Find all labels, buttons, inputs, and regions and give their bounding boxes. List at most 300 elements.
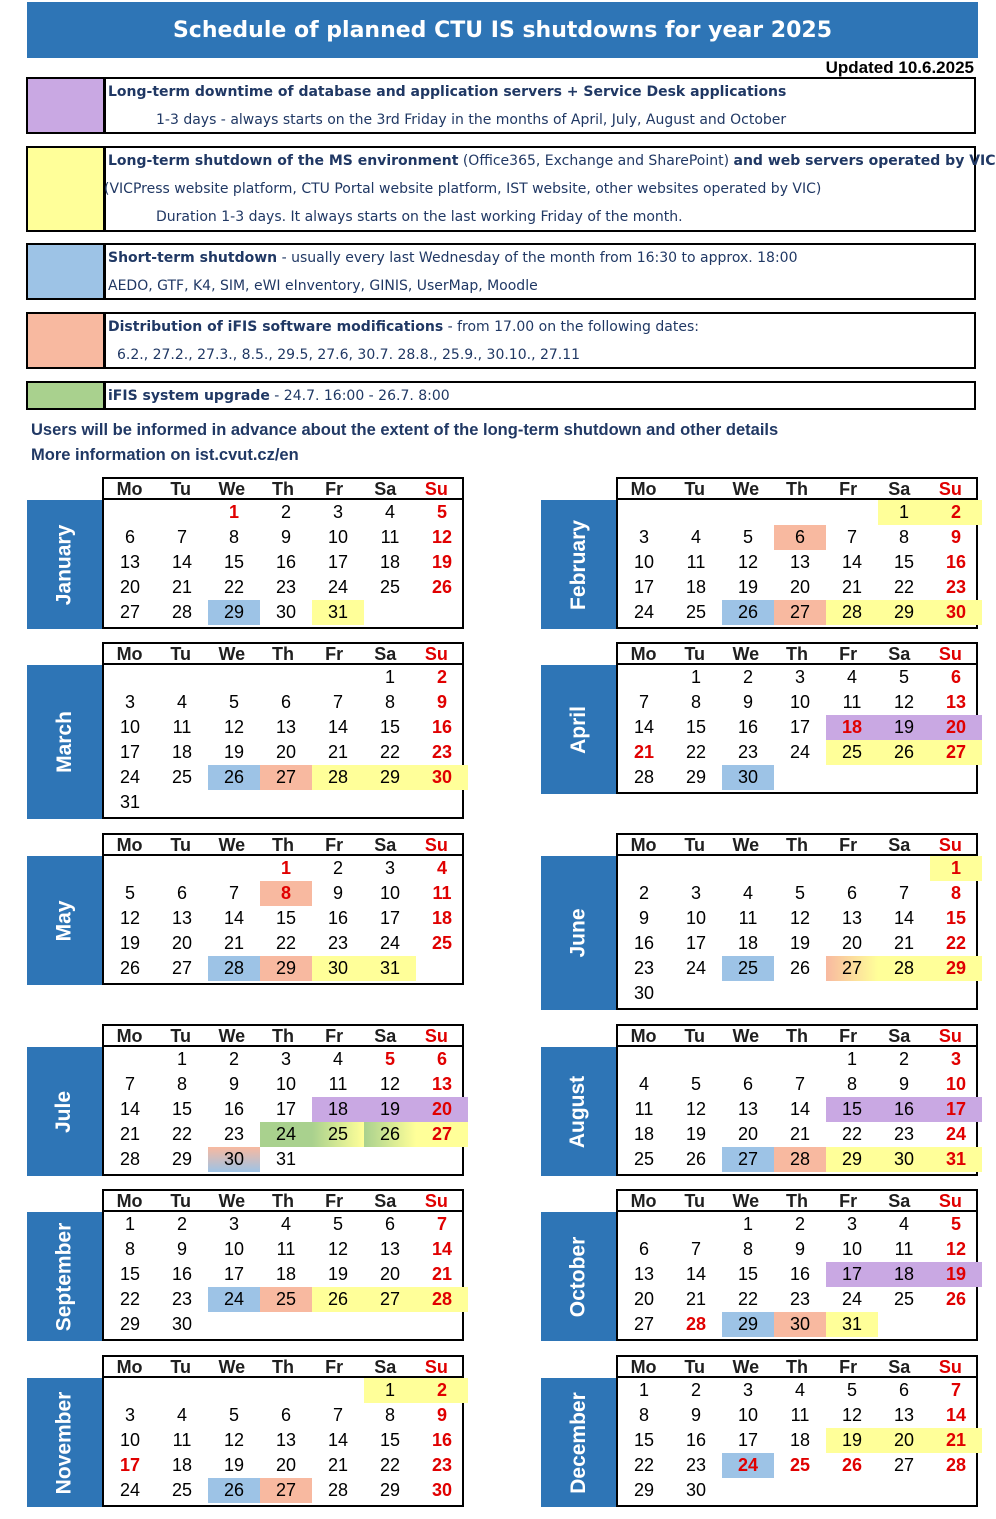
day-cell: 14 [893,908,915,928]
day-cell: 4 [436,858,447,878]
weekday-label: We [732,1357,760,1377]
day-cell: 12 [841,1405,863,1425]
day-cell: 17 [119,742,141,762]
month-label [541,1047,616,1176]
weekday-label: Sa [888,1191,911,1211]
day-cell: 23 [275,577,297,597]
weekday-label: We [732,1191,760,1211]
legend-swatch-purple [28,79,106,132]
day-cell: 24 [327,577,349,597]
weekday-label: Tu [170,644,192,664]
day-cell: 31 [826,1312,878,1337]
month-name: May [52,900,76,941]
legend-title-note: - from 17.00 on the following dates: [443,319,699,335]
weekday-label: Sa [888,835,911,855]
day-cell: 20 [171,933,193,953]
day-cell: 5 [228,1405,239,1425]
weekday-label: Tu [170,1191,192,1211]
weekday-label: We [218,1191,246,1211]
day-cell: 26 [312,1287,364,1312]
day-grid [102,500,464,629]
day-grid [616,665,978,794]
weekday-label: We [218,479,246,499]
day-cell: 15 [379,1430,401,1450]
day-cell: 26 [431,577,453,597]
day-cell: 25 [789,1455,811,1475]
day-cell: 7 [228,883,239,903]
weekday-label: Mo [630,1191,657,1211]
weekday-label: Tu [170,1026,192,1046]
weekday-label: Th [271,835,294,855]
day-cell: 7 [898,883,909,903]
day-cell: 27 [930,740,982,765]
day-cell: 25 [260,1287,312,1312]
month-name: January [52,524,76,605]
day-cell: 20 [737,1124,759,1144]
legend-title-note: - 24.7. 16:00 - 26.7. 8:00 [269,388,450,404]
day-cell: 30 [312,956,364,981]
day-cell: 22 [685,742,707,762]
day-cell: 7 [950,1380,961,1400]
day-cell: 20 [841,933,863,953]
month-label [541,856,616,1010]
day-cell: 4 [794,1380,805,1400]
day-cell: 18 [737,933,759,953]
month-august [541,1024,980,1176]
day-cell: 9 [332,883,343,903]
day-cell: 16 [223,1099,245,1119]
day-cell: 9 [176,1239,187,1259]
day-cell: 23 [789,1289,811,1309]
day-cell: 5 [742,527,753,547]
day-cell: 14 [431,1239,453,1259]
day-cell: 4 [332,1049,343,1069]
day-cell: 4 [690,527,701,547]
day-cell: 29 [685,767,707,787]
day-cell: 28 [416,1287,468,1312]
day-cell: 2 [416,1378,468,1403]
day-cell: 8 [176,1074,187,1094]
month-name: September [52,1222,76,1331]
day-cell: 16 [431,717,453,737]
day-cell: 23 [737,742,759,762]
day-cell: 19 [223,1455,245,1475]
day-cell: 3 [742,1380,753,1400]
weekday-label: Sa [374,835,397,855]
day-cell: 22 [275,933,297,953]
weekday-label: Sa [374,479,397,499]
month-name: August [566,1075,590,1148]
day-cell: 6 [742,1074,753,1094]
day-grid [102,1047,464,1176]
legend-short-term [26,243,976,300]
day-cell: 16 [171,1264,193,1284]
month-name: October [566,1236,590,1317]
weekday-label: Mo [116,1357,143,1377]
day-cell: 18 [312,1097,364,1122]
day-cell: 10 [327,527,349,547]
day-cell: 1 [228,502,239,522]
day-cell: 17 [223,1264,245,1284]
day-cell: 23 [685,1455,707,1475]
day-cell: 21 [893,933,915,953]
day-cell: 16 [431,1430,453,1450]
weekday-label: Th [785,1191,808,1211]
day-cell: 1 [176,1049,187,1069]
day-cell: 3 [332,502,343,522]
day-cell: 8 [124,1239,135,1259]
weekday-label: Sa [374,1026,397,1046]
day-cell: 3 [794,667,805,687]
day-cell: 4 [742,883,753,903]
legend-ms-environment [26,146,996,232]
day-cell: 28 [774,1147,826,1172]
month-name: December [566,1391,590,1494]
day-cell: 19 [431,552,453,572]
day-cell: 15 [685,717,707,737]
day-cell: 29 [930,956,982,981]
day-cell: 7 [794,1074,805,1094]
day-cell: 12 [737,552,759,572]
weekday-label: We [218,835,246,855]
day-cell: 23 [431,742,453,762]
weekday-label: Tu [170,835,192,855]
day-cell: 23 [945,577,967,597]
day-cell: 13 [841,908,863,928]
weekday-label: Th [785,835,808,855]
day-cell: 12 [945,1239,967,1259]
day-cell: 5 [124,883,135,903]
day-cell: 9 [742,692,753,712]
day-cell: 7 [332,692,343,712]
day-cell: 26 [722,600,774,625]
day-cell: 19 [364,1097,416,1122]
day-cell: 26 [878,740,930,765]
legend-title-extra: and web servers operated by VIC [733,153,996,169]
day-cell: 27 [260,765,312,790]
day-cell: 14 [327,1430,349,1450]
weekday-header [102,642,464,665]
day-cell: 22 [945,933,967,953]
day-cell: 9 [690,1405,701,1425]
day-cell: 30 [685,1480,707,1500]
day-cell: 28 [119,1149,141,1169]
weekday-label: Tu [684,644,706,664]
day-cell: 11 [634,1099,654,1119]
day-cell: 20 [379,1264,401,1284]
day-cell: 14 [327,717,349,737]
weekday-label: Th [271,1357,294,1377]
day-cell: 6 [846,883,857,903]
day-cell: 17 [119,1455,141,1475]
weekday-label: Mo [116,479,143,499]
weekday-label: Fr [325,1357,344,1377]
day-cell: 13 [431,1074,453,1094]
month-september [27,1189,466,1341]
legend-duration: Duration 1-3 days. It always starts on the last working Friday of the month. [156,209,683,225]
day-cell: 24 [119,767,141,787]
day-cell: 21 [327,1455,349,1475]
day-cell: 19 [223,742,245,762]
day-cell: 22 [171,1124,193,1144]
day-cell: 3 [124,1405,135,1425]
weekday-label: Th [271,479,294,499]
day-cell: 12 [223,717,245,737]
day-cell: 2 [690,1380,701,1400]
day-cell: 26 [945,1289,967,1309]
weekday-label: Su [424,835,448,855]
weekday-label: Th [785,479,808,499]
day-cell: 18 [379,552,401,572]
day-cell: 20 [930,715,982,740]
day-cell: 14 [945,1405,967,1425]
day-cell: 10 [119,1430,141,1450]
day-cell: 22 [119,1289,141,1309]
day-cell: 19 [327,1264,349,1284]
weekday-header [102,833,464,856]
day-cell: 3 [228,1214,239,1234]
legend-title: iFIS system upgrade [108,388,270,404]
day-cell: 15 [275,908,297,928]
day-cell: 10 [841,1239,863,1259]
day-cell: 29 [119,1314,141,1334]
weekday-header [616,1355,978,1378]
weekday-label: Su [938,479,962,499]
day-cell: 31 [312,600,364,625]
legend-title-note: - usually every last Wednesday of the month from 16:30 to approx. 18:00 [277,250,798,266]
day-cell: 11 [738,908,758,928]
day-cell: 29 [633,1480,655,1500]
day-cell: 6 [280,692,291,712]
day-cell: 12 [379,1074,401,1094]
day-cell: 26 [789,958,811,978]
day-cell: 19 [789,933,811,953]
legend-swatch-salmon [28,314,106,367]
weekday-header [102,1355,464,1378]
month-label [541,1212,616,1341]
weekday-label: Sa [888,1357,911,1377]
day-cell: 4 [638,1074,649,1094]
day-cell: 12 [685,1099,707,1119]
day-cell: 26 [841,1455,863,1475]
month-name: February [566,519,590,610]
weekday-label: Fr [325,644,344,664]
day-cell: 11 [328,1074,348,1094]
weekday-label: Mo [630,1026,657,1046]
day-cell: 2 [436,667,447,687]
day-cell: 26 [364,1122,416,1147]
day-cell: 22 [893,577,915,597]
day-cell: 5 [950,1214,961,1234]
day-cell: 5 [846,1380,857,1400]
day-cell: 15 [737,1264,759,1284]
day-cell: 30 [774,1312,826,1337]
day-cell: 2 [176,1214,187,1234]
weekday-label: Su [938,1357,962,1377]
day-cell: 22 [737,1289,759,1309]
day-cell: 16 [878,1097,930,1122]
day-cell: 9 [950,527,961,547]
day-cell: 24 [379,933,401,953]
day-cell: 20 [416,1097,468,1122]
weekday-label: Sa [374,644,397,664]
day-cell: 22 [379,742,401,762]
weekday-label: Fr [839,479,858,499]
day-cell: 21 [171,577,193,597]
day-cell: 22 [223,577,245,597]
day-cell: 15 [893,552,915,572]
day-cell: 10 [945,1074,967,1094]
day-cell: 30 [431,1480,453,1500]
day-cell: 28 [327,1480,349,1500]
day-cell: 28 [685,1314,707,1334]
day-cell: 13 [633,1264,655,1284]
day-cell: 25 [893,1289,915,1309]
weekday-label: Su [938,644,962,664]
day-cell: 23 [633,958,655,978]
day-cell: 11 [380,527,400,547]
month-december [541,1355,980,1507]
legend-detail: (VICPress website platform, CTU Portal website platform, IST website, other websites operated by VIC) [104,181,822,197]
day-cell: 30 [633,983,655,1003]
weekday-label: Su [424,1191,448,1211]
month-label [27,665,102,819]
day-cell: 29 [171,1149,193,1169]
day-cell: 21 [119,1124,141,1144]
day-cell: 10 [789,692,811,712]
weekday-header [616,1189,978,1212]
day-cell: 27 [633,1314,655,1334]
day-grid [102,1212,464,1341]
day-cell: 3 [690,883,701,903]
day-cell: 17 [379,908,401,928]
day-cell: 16 [275,552,297,572]
weekday-header [102,477,464,500]
day-cell: 10 [685,908,707,928]
day-cell: 12 [893,692,915,712]
day-cell: 14 [841,552,863,572]
day-grid [616,1047,978,1176]
month-label [27,1212,102,1341]
month-label [541,500,616,629]
weekday-label: Th [271,644,294,664]
month-label [541,1378,616,1507]
weekday-label: Su [938,835,962,855]
weekday-label: Mo [116,644,143,664]
day-cell: 4 [280,1214,291,1234]
day-cell: 14 [789,1099,811,1119]
weekday-label: Su [938,1026,962,1046]
day-cell: 12 [431,527,453,547]
day-cell: 14 [119,1099,141,1119]
day-cell: 8 [742,1239,753,1259]
weekday-label: Mo [116,1191,143,1211]
day-cell: 4 [384,502,395,522]
day-cell: 8 [384,1405,395,1425]
day-cell: 30 [878,1147,930,1172]
weekday-label: Sa [888,1026,911,1046]
day-cell: 14 [633,717,655,737]
weekday-label: Fr [839,644,858,664]
weekday-label: We [218,1357,246,1377]
day-cell: 1 [742,1214,753,1234]
legend-title: Short-term shutdown [108,250,278,266]
day-cell: 25 [722,956,774,981]
weekday-label: Su [424,644,448,664]
weekday-header [616,477,978,500]
day-cell: 18 [878,1262,930,1287]
day-cell: 28 [208,956,260,981]
day-cell: 12 [223,1430,245,1450]
day-cell: 1 [384,667,395,687]
day-cell: 17 [826,1262,878,1287]
day-cell: 18 [431,908,453,928]
day-cell: 23 [223,1124,245,1144]
day-cell: 13 [119,552,141,572]
day-cell: 10 [119,717,141,737]
day-cell: 25 [171,767,193,787]
day-cell: 2 [280,502,291,522]
legend-ifis-upgrade [26,381,976,410]
day-cell: 27 [364,1287,416,1312]
day-cell: 8 [846,1074,857,1094]
day-cell: 4 [176,1405,187,1425]
day-cell: 9 [228,1074,239,1094]
month-october [541,1189,980,1341]
weekday-label: We [732,835,760,855]
day-cell: 25 [379,577,401,597]
day-cell: 11 [790,1405,810,1425]
day-cell: 24 [633,602,655,622]
day-cell: 6 [124,527,135,547]
day-cell: 20 [119,577,141,597]
day-cell: 21 [327,742,349,762]
notice-text: Users will be informed in advance about the extent of the long-term shutdown and other details [31,421,779,439]
day-cell: 16 [633,933,655,953]
day-cell: 2 [898,1049,909,1069]
day-cell: 5 [794,883,805,903]
day-cell: 27 [119,602,141,622]
weekday-label: Sa [888,479,911,499]
day-cell: 19 [878,715,930,740]
weekday-label: Fr [839,1026,858,1046]
day-cell: 1 [690,667,701,687]
day-cell: 14 [171,552,193,572]
day-cell: 10 [275,1074,297,1094]
day-cell: 31 [119,792,141,812]
day-cell: 31 [930,1147,982,1172]
day-cell: 24 [119,1480,141,1500]
day-cell: 7 [436,1214,447,1234]
day-cell: 28 [826,600,878,625]
day-cell: 12 [119,908,141,928]
month-name: June [566,908,590,958]
day-cell: 3 [124,692,135,712]
day-cell: 21 [930,1428,982,1453]
weekday-label: Su [424,1357,448,1377]
day-cell: 15 [119,1264,141,1284]
day-cell: 27 [826,956,878,981]
day-cell: 23 [431,1455,453,1475]
day-cell: 15 [223,552,245,572]
legend-title: Long-term shutdown of the MS environment [108,153,459,169]
day-cell: 11 [276,1239,296,1259]
day-cell: 31 [364,956,416,981]
weekday-label: Th [271,1026,294,1046]
day-cell: 2 [742,667,753,687]
weekday-label: We [218,1026,246,1046]
day-cell: 5 [436,502,447,522]
